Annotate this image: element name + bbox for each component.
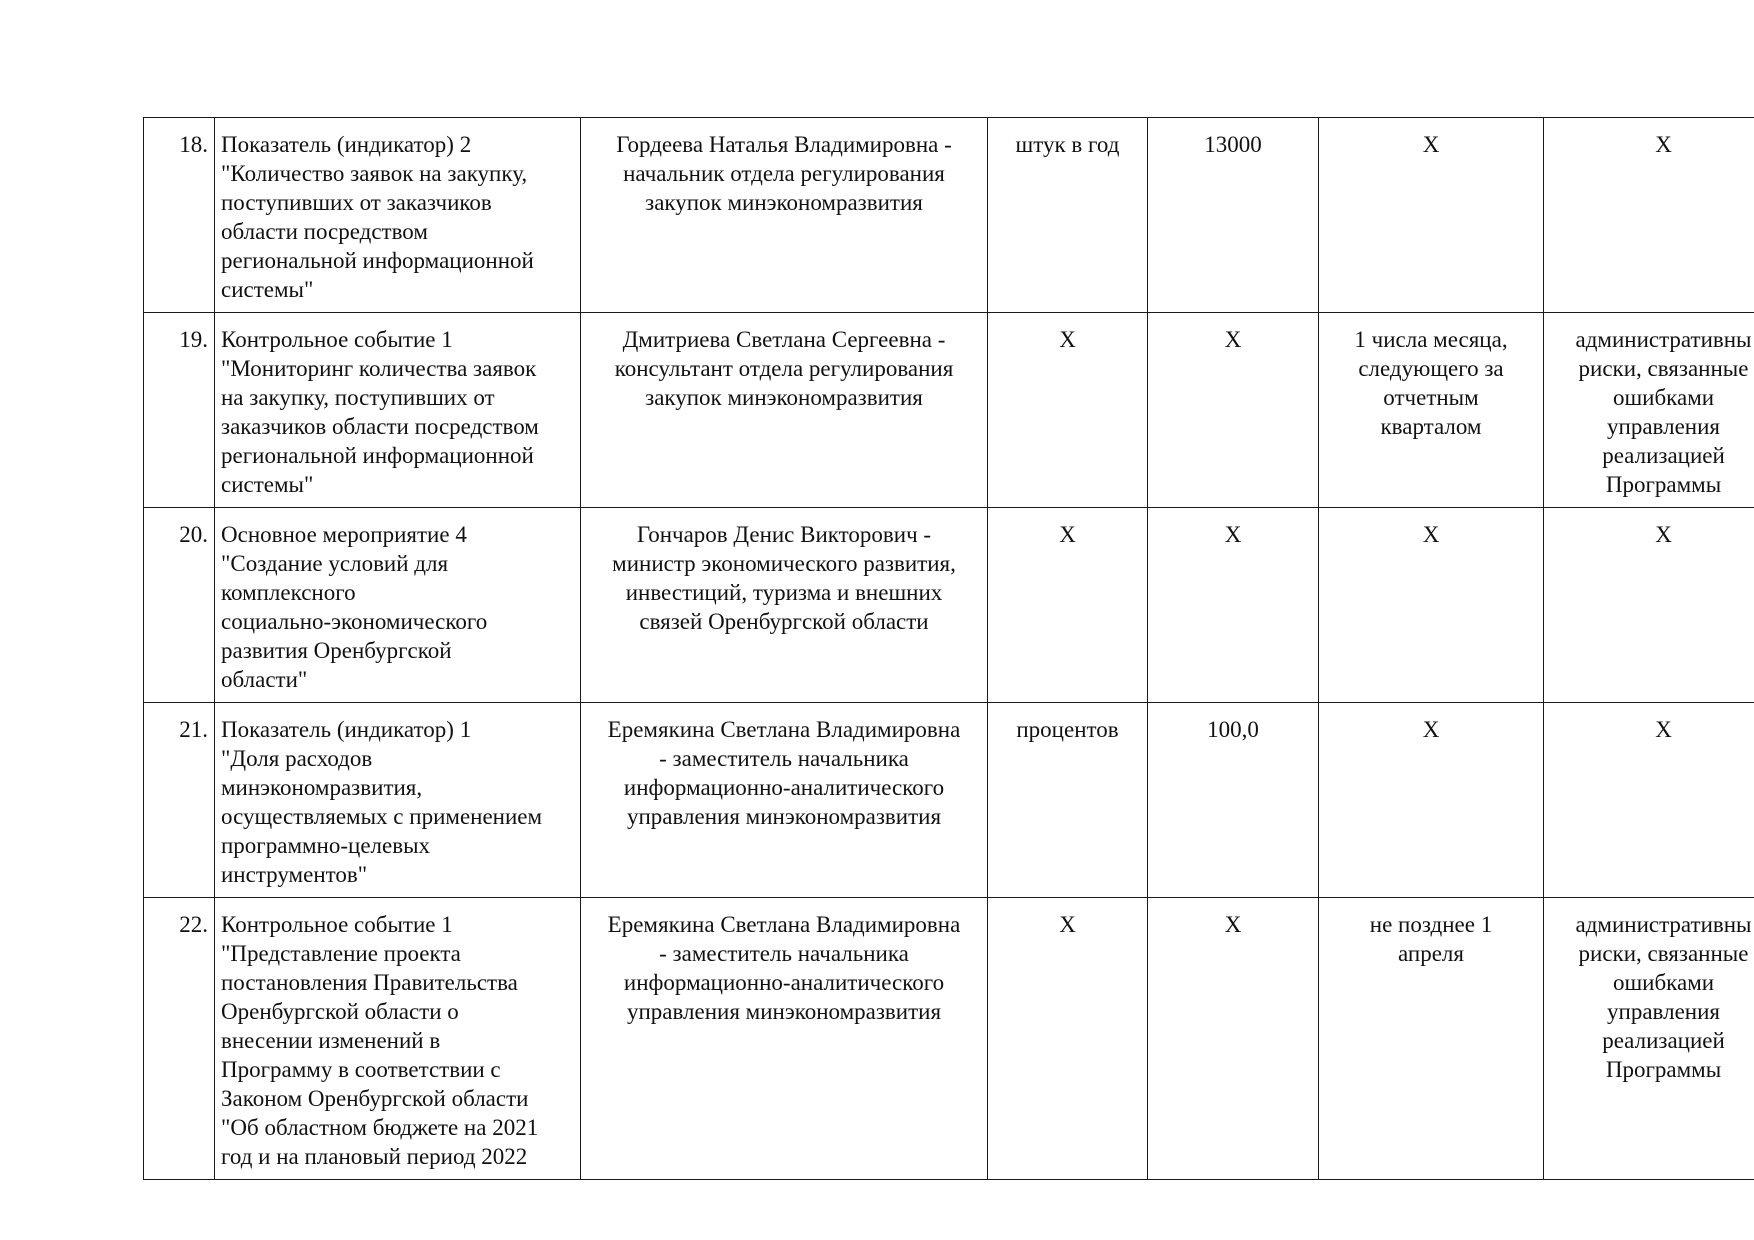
responsible-person: Гордеева Наталья Владимировна - начальник отдела регулирования закупок минэкономразвития <box>581 118 988 313</box>
deadline: не позднее 1 апреля <box>1319 898 1544 1180</box>
unit-of-measure: штук в год <box>988 118 1148 313</box>
deadline: X <box>1319 118 1544 313</box>
risks: X <box>1544 118 1754 313</box>
event-name: Показатель (индикатор) 2 "Количество заявок на закупку, поступивших от заказчиков области посредством региональной информационной системы" <box>215 118 581 313</box>
risks: X <box>1544 703 1754 898</box>
target-value: X <box>1148 898 1319 1180</box>
table-row <box>144 313 1754 508</box>
responsible-person: Еремякина Светлана Владимировна - заместитель начальника информационно-аналитического управления минэкономразвития <box>581 898 988 1180</box>
table-row <box>144 118 1754 313</box>
event-name: Контрольное событие 1 "Представление проекта постановления Правительства Оренбургской области о внесении изменений в Программу в соответствии с Законом Оренбургской области "Об областном бюджете на 2021 год и на плановый период 2022 <box>215 898 581 1180</box>
table-row <box>144 703 1754 898</box>
event-name: Показатель (индикатор) 1 "Доля расходов минэкономразвития, осуществляемых с применением программно-целевых инструментов" <box>215 703 581 898</box>
row-number: 20. <box>144 508 215 703</box>
event-name: Основное мероприятие 4 "Создание условий для комплексного социально-экономического развития Оренбургской области" <box>215 508 581 703</box>
unit-of-measure: процентов <box>988 703 1148 898</box>
event-name: Контрольное событие 1 "Мониторинг количества заявок на закупку, поступивших от заказчиков области посредством региональной информационной системы" <box>215 313 581 508</box>
responsible-person: Еремякина Светлана Владимировна - заместитель начальника информационно-аналитического управления минэкономразвития <box>581 703 988 898</box>
target-value: X <box>1148 313 1319 508</box>
risks: административны риски, связанные ошибками управления реализацией Программы <box>1544 898 1754 1180</box>
risks: административны риски, связанные ошибками управления реализацией Программы <box>1544 313 1754 508</box>
table-row <box>144 898 1754 1180</box>
unit-of-measure: X <box>988 508 1148 703</box>
deadline: X <box>1319 508 1544 703</box>
unit-of-measure: X <box>988 898 1148 1180</box>
target-value: X <box>1148 508 1319 703</box>
risks: X <box>1544 508 1754 703</box>
responsible-person: Дмитриева Светлана Сергеевна - консультант отдела регулирования закупок минэкономразвития <box>581 313 988 508</box>
target-value: 13000 <box>1148 118 1319 313</box>
row-number: 18. <box>144 118 215 313</box>
unit-of-measure: X <box>988 313 1148 508</box>
program-plan-table <box>143 117 1754 1180</box>
row-number: 22. <box>144 898 215 1180</box>
row-number: 19. <box>144 313 215 508</box>
deadline: X <box>1319 703 1544 898</box>
target-value: 100,0 <box>1148 703 1319 898</box>
deadline: 1 числа месяца, следующего за отчетным кварталом <box>1319 313 1544 508</box>
table-row <box>144 508 1754 703</box>
row-number: 21. <box>144 703 215 898</box>
responsible-person: Гончаров Денис Викторович - министр экономического развития, инвестиций, туризма и внешних связей Оренбургской области <box>581 508 988 703</box>
